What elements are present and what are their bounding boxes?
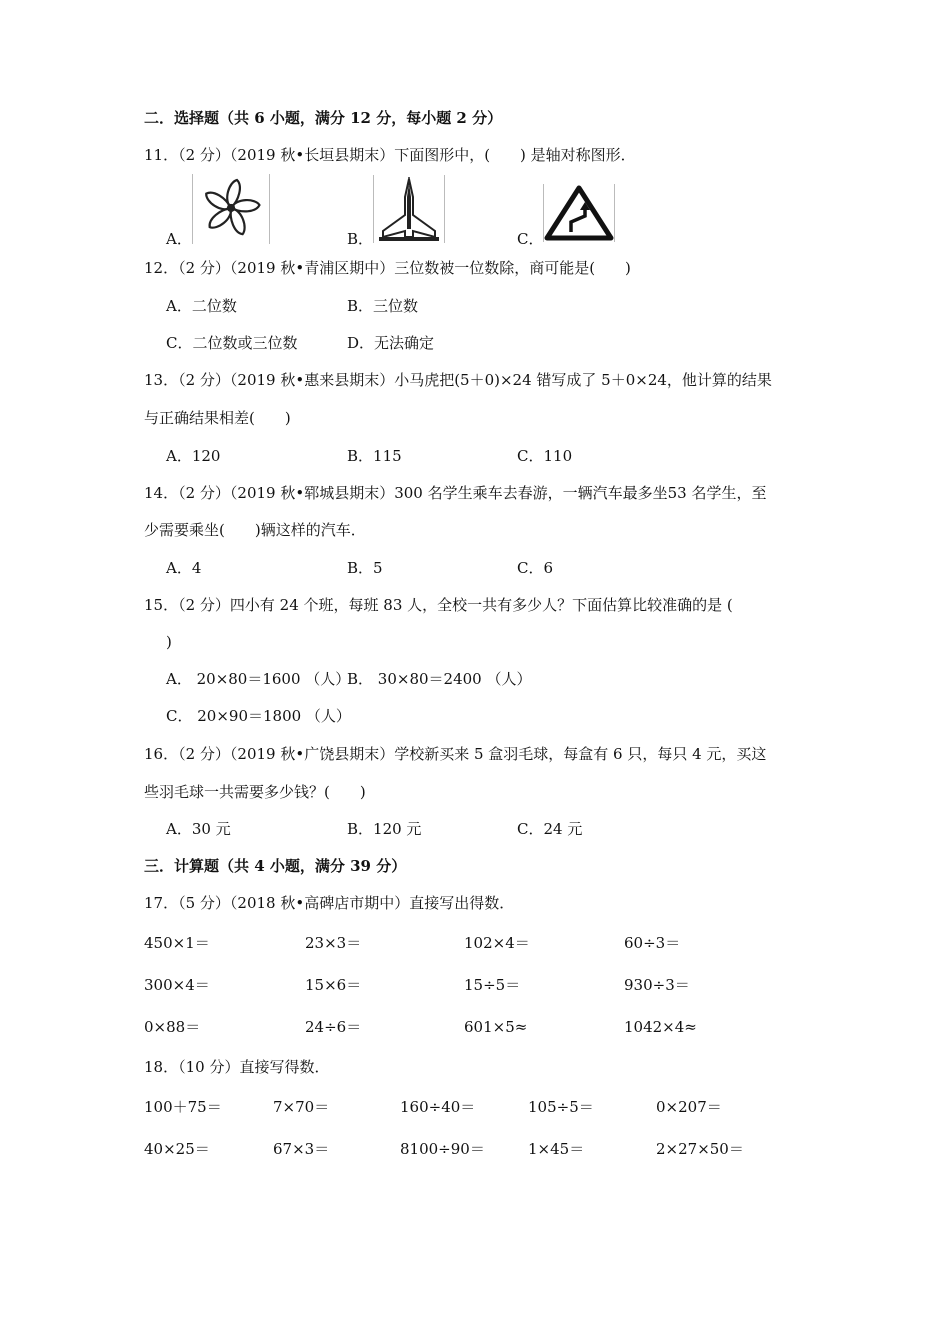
calc-item: 15÷5＝	[464, 976, 521, 994]
option-d: D．无法确定	[347, 334, 435, 352]
calc-item: 1042×4≈	[624, 1018, 697, 1036]
calc-item: 15×6＝	[305, 976, 362, 994]
calc-item: 105÷5＝	[528, 1098, 594, 1116]
calc-item: 300×4＝	[144, 976, 210, 994]
option-a: A．二位数	[166, 297, 237, 315]
option-a: A．4	[166, 559, 202, 577]
calc-item: 40×25＝	[144, 1140, 210, 1158]
calc-item: 23×3＝	[305, 934, 362, 952]
calc-item: 7×70＝	[273, 1098, 330, 1116]
option-c-label: C．	[517, 230, 544, 248]
question-12-stem: 12．（2 分）（2019 秋•青浦区期中）三位数被一位数除，商可能是( )	[144, 259, 631, 277]
option-b: B．115	[347, 447, 402, 465]
calc-item: 67×3＝	[273, 1140, 330, 1158]
question-16-stem-cont: 些羽毛球一共需要多少钱？( )	[144, 783, 366, 801]
question-13-stem: 13．（2 分）（2019 秋•惠来县期末）小马虎把(5＋0)×24 错写成了 5＋0×24，他计算的结果	[144, 371, 772, 389]
calc-item: 8100÷90＝	[400, 1140, 485, 1158]
option-c: C．6	[517, 559, 554, 577]
option-b: B．120 元	[347, 820, 422, 838]
calc-item: 60÷3＝	[624, 934, 681, 952]
option-b: B．5	[347, 559, 383, 577]
calc-item: 601×5≈	[464, 1018, 528, 1036]
question-16-stem: 16．（2 分）（2019 秋•广饶县期末）学校新买来 5 盒羽毛球，每盒有 6 只，每只 4 元，买这	[144, 745, 767, 763]
question-18-stem: 18．（10 分）直接写得数．	[144, 1058, 330, 1076]
option-a: A．120	[166, 447, 221, 465]
option-c: C． 20×90＝1800 （人）	[166, 707, 351, 725]
calc-item: 24÷6＝	[305, 1018, 362, 1036]
section-heading: 二．选择题（共 6 小题，满分 12 分，每小题 2 分）	[144, 109, 503, 127]
calc-item: 1×45＝	[528, 1140, 585, 1158]
question-11-stem: 11．（2 分）（2019 秋•长垣县期末）下面图形中，( ) 是轴对称图形．	[144, 146, 636, 164]
option-a-label: A．	[166, 230, 192, 248]
calc-item: 160÷40＝	[400, 1098, 476, 1116]
question-15-stem: 15．（2 分）四小有 24 个班，每班 83 人，全校一共有多少人？下面估算比较准确的是 (	[144, 596, 733, 614]
flower-icon	[192, 174, 270, 244]
question-17-stem: 17．（5 分）（2018 秋•高碑店市期中）直接写出得数．	[144, 894, 515, 912]
calc-item: 450×1＝	[144, 934, 210, 952]
calc-item: 0×207＝	[656, 1098, 722, 1116]
calc-item: 100＋75＝	[144, 1098, 222, 1116]
jet-plane-icon	[373, 175, 445, 243]
option-a: A．30 元	[166, 820, 231, 838]
question-13-stem-cont: 与正确结果相差( )	[144, 409, 291, 427]
option-c: C．24 元	[517, 820, 583, 838]
calc-item: 102×4＝	[464, 934, 530, 952]
question-15-stem-cont: )	[166, 633, 172, 651]
option-b-label: B．	[347, 230, 374, 248]
option-c: C．110	[517, 447, 573, 465]
section-heading: 三．计算题（共 4 小题，满分 39 分）	[144, 857, 407, 875]
option-c: C．二位数或三位数	[166, 334, 298, 352]
question-14-stem: 14．（2 分）（2019 秋•郓城县期末）300 名学生乘车去春游，一辆汽车最多坐53 名学生，至	[144, 484, 767, 502]
calc-item: 0×88＝	[144, 1018, 201, 1036]
calc-item: 930÷3＝	[624, 976, 690, 994]
question-14-stem-cont: 少需要乘坐( )辆这样的汽车．	[144, 521, 366, 539]
option-b: B．三位数	[347, 297, 419, 315]
option-a: A． 20×80＝1600 （人）	[166, 670, 351, 688]
calc-item: 2×27×50＝	[656, 1140, 744, 1158]
option-b: B． 30×80＝2400 （人）	[347, 670, 532, 688]
road-sign-icon	[543, 184, 615, 242]
